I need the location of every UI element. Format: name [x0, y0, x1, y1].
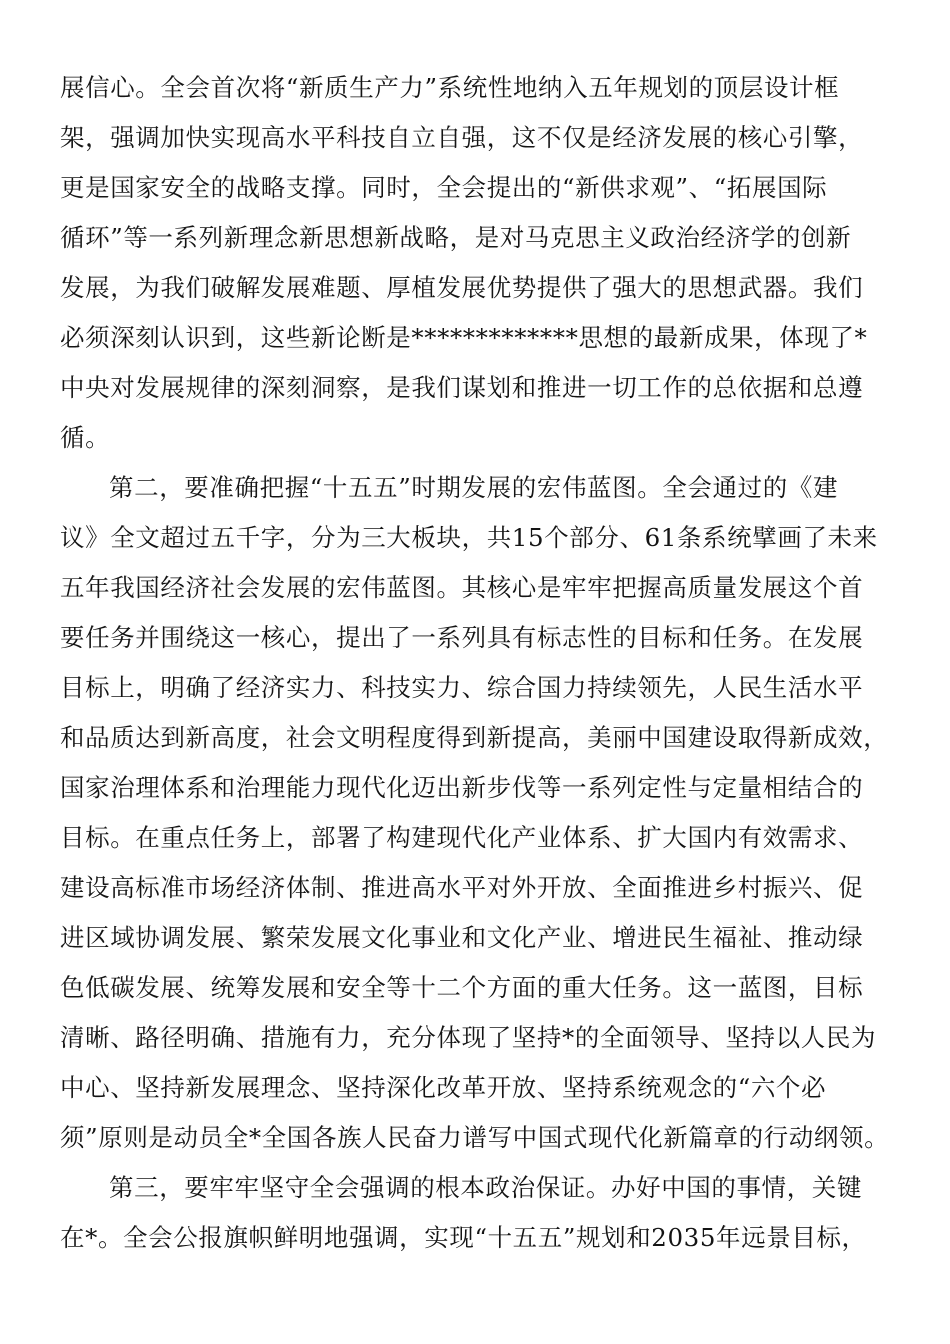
text-line: 在*。全会公报旗帜鲜明地强调，实现“十五五”规划和2035年远景目标， — [60, 1223, 867, 1252]
text-line: 要任务并围绕这一核心，提出了一系列具有标志性的目标和任务。在发展 — [60, 623, 864, 652]
text-line: 循环”等一系列新理念新思想新战略，是对马克思主义政治经济学的创新 — [60, 223, 852, 252]
text-line: 进区域协调发展、繁荣发展文化事业和文化产业、增进民生福祉、推动绿 — [60, 923, 864, 952]
text-line: 目标。在重点任务上，部署了构建现代化产业体系、扩大国内有效需求、 — [60, 823, 864, 852]
text-line: 议》全文超过五千字，分为三大板块，共15个部分、61条系统擘画了未来 — [60, 523, 878, 552]
text-line: 中心、坚持新发展理念、坚持深化改革开放、坚持系统观念的“六个必 — [60, 1073, 827, 1102]
text-line: 建设高标准市场经济体制、推进高水平对外开放、全面推进乡村振兴、促 — [60, 873, 864, 902]
text-line: 必须深刻认识到，这些新论断是*************思想的最新成果，体现了* — [60, 323, 868, 352]
text-line: 目标上，明确了经济实力、科技实力、综合国力持续领先，人民生活水平 — [60, 673, 864, 702]
text-line: 须”原则是动员全*全国各族人民奋力谱写中国式现代化新篇章的行动纲领。 — [60, 1123, 890, 1152]
paragraph-start-line: 第二，要准确把握“十五五”时期发展的宏伟蓝图。全会通过的《建 — [109, 473, 839, 502]
text-line: 更是国家安全的战略支撑。同时，全会提出的“新供求观”、“拓展国际 — [60, 173, 828, 202]
text-line: 循。 — [60, 423, 111, 452]
text-line: 清晰、路径明确、措施有力，充分体现了坚持*的全面领导、坚持以人民为 — [60, 1023, 877, 1052]
text-line: 国家治理体系和治理能力现代化迈出新步伐等一系列定性与定量相结合的 — [60, 773, 864, 802]
text-line: 色低碳发展、统筹发展和安全等十二个方面的重大任务。这一蓝图，目标 — [60, 973, 864, 1002]
text-line: 展信心。全会首次将“新质生产力”系统性地纳入五年规划的顶层设计框 — [60, 73, 840, 102]
text-line: 五年我国经济社会发展的宏伟蓝图。其核心是牢牢把握高质量发展这个首 — [60, 573, 864, 602]
text-line: 中央对发展规律的深刻洞察，是我们谋划和推进一切工作的总依据和总遵 — [60, 373, 864, 402]
text-line: 和品质达到新高度，社会文明程度得到新提高，美丽中国建设取得新成效， — [60, 723, 889, 752]
text-line: 架，强调加快实现高水平科技自立自强，这不仅是经济发展的核心引擎， — [60, 123, 864, 152]
text-line: 发展，为我们破解发展难题、厚植发展优势提供了强大的思想武器。我们 — [60, 273, 864, 302]
paragraph-start-line: 第三，要牢牢坚守全会强调的根本政治保证。办好中国的事情，关键 — [109, 1173, 862, 1202]
